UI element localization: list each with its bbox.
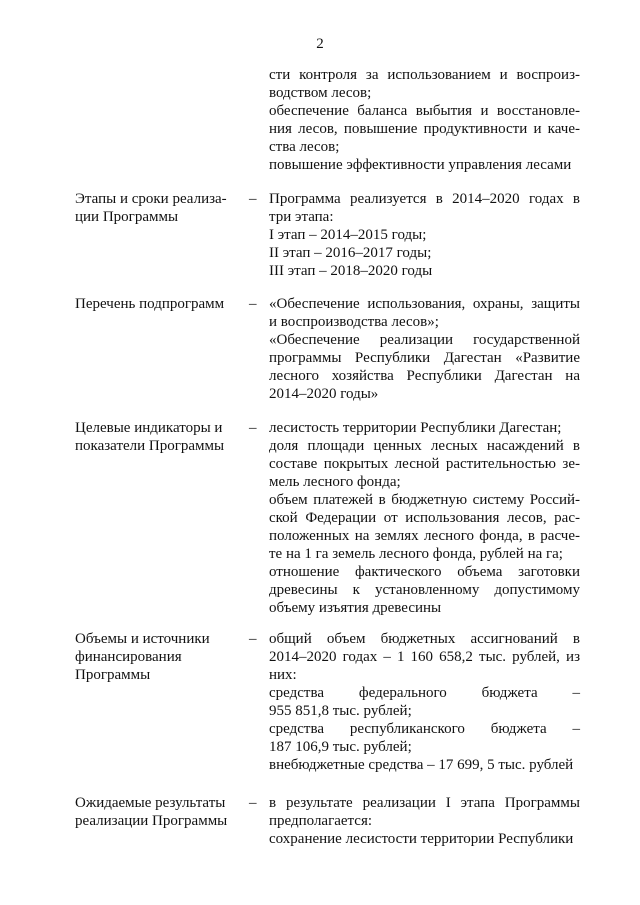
continuation-line: обеспечение баланса выбытия и восстановле- (269, 103, 580, 119)
indicators-text-line: те на 1 га земель лесного фонда, рублей на га; (269, 546, 563, 562)
continuation-line: водством лесов; (269, 85, 372, 101)
financing-dash: – (249, 631, 257, 647)
subprograms-text-line: программы Республики Дагестан «Развитие (269, 350, 580, 366)
results-dash: – (249, 795, 257, 811)
indicators-text-line: лесистость территории Республики Дагестан; (269, 420, 562, 436)
results-label-line: Ожидаемые результаты (75, 795, 226, 811)
continuation-line: повышение эффективности управления лесами (269, 157, 572, 173)
indicators-text-line: доля площади ценных лесных насаждений в (269, 438, 580, 454)
indicators-text-line: отношение фактического объема заготовки (269, 564, 580, 580)
financing-text-line: внебюджетные средства – 17 699, 5 тыс. рублей (269, 757, 574, 773)
financing-text-line: средства федерального бюджета – (269, 685, 580, 701)
continuation-line: сти контроля за использованием и воспроиз- (269, 67, 580, 83)
indicators-label-line: Целевые индикаторы и (75, 420, 223, 436)
indicators-text-line: древесины к установленному допустимому (269, 582, 580, 598)
indicators-dash: – (249, 420, 257, 436)
results-text-line: сохранение лесистости территории Республики (269, 831, 574, 847)
continuation-line: ния лесов, повышение продуктивности и каче- (269, 121, 580, 137)
indicators-text-line: объему изъятия древесины (269, 600, 442, 616)
subprograms-text-line: «Обеспечение реализации государственной (269, 332, 580, 348)
results-text-line: в результате реализации I этапа Программы (269, 795, 580, 811)
financing-text-line: 955 851,8 тыс. рублей; (269, 703, 412, 719)
financing-text-line: 2014–2020 годах – 1 160 658,2 тыс. рублей, из (269, 649, 580, 665)
financing-text-line: 187 106,9 тыс. рублей; (269, 739, 412, 755)
results-label-line: реализации Программы (75, 813, 228, 829)
page-number: 2 (316, 36, 324, 52)
stages-text-line: III этап – 2018–2020 годы (269, 263, 433, 279)
financing-label-line: Объемы и источники (75, 631, 210, 647)
financing-text-line: общий объем бюджетных ассигнований в (269, 631, 580, 647)
indicators-text-line: составе покрытых лесной растительностью зе- (269, 456, 580, 472)
subprograms-text-line: 2014–2020 годы» (269, 386, 379, 402)
subprograms-text-line: лесного хозяйства Республики Дагестан на (269, 368, 580, 384)
stages-text-line: II этап – 2016–2017 годы; (269, 245, 432, 261)
stages-text-line: I этап – 2014–2015 годы; (269, 227, 427, 243)
financing-label-line: финансирования (75, 649, 182, 665)
continuation-line: ства лесов; (269, 139, 340, 155)
indicators-text-line: мель лесного фонда; (269, 474, 401, 490)
subprograms-dash: – (249, 296, 257, 312)
indicators-text-line: объем платежей в бюджетную систему Россий- (269, 492, 580, 508)
stages-text-line: Программа реализуется в 2014–2020 годах в (269, 191, 580, 207)
stages-label-line: ции Программы (75, 209, 179, 225)
subprograms-label-line: Перечень подпрограмм (75, 296, 225, 312)
stages-label-line: Этапы и сроки реализа- (75, 191, 227, 207)
stages-text-line: три этапа: (269, 209, 334, 225)
financing-label-line: Программы (75, 667, 151, 683)
subprograms-text-line: и воспроизводства лесов»; (269, 314, 439, 330)
indicators-text-line: положенных на землях лесного фонда, в расче- (269, 528, 580, 544)
financing-text-line: средства республиканского бюджета – (269, 721, 580, 737)
indicators-label-line: показатели Программы (75, 438, 225, 454)
stages-dash: – (249, 191, 257, 207)
financing-text-line: них: (269, 667, 297, 683)
subprograms-text-line: «Обеспечение использования, охраны, защиты (269, 296, 580, 312)
indicators-text-line: ской Федерации от использования лесов, рас- (269, 510, 580, 526)
results-text-line: предполагается: (269, 813, 373, 829)
